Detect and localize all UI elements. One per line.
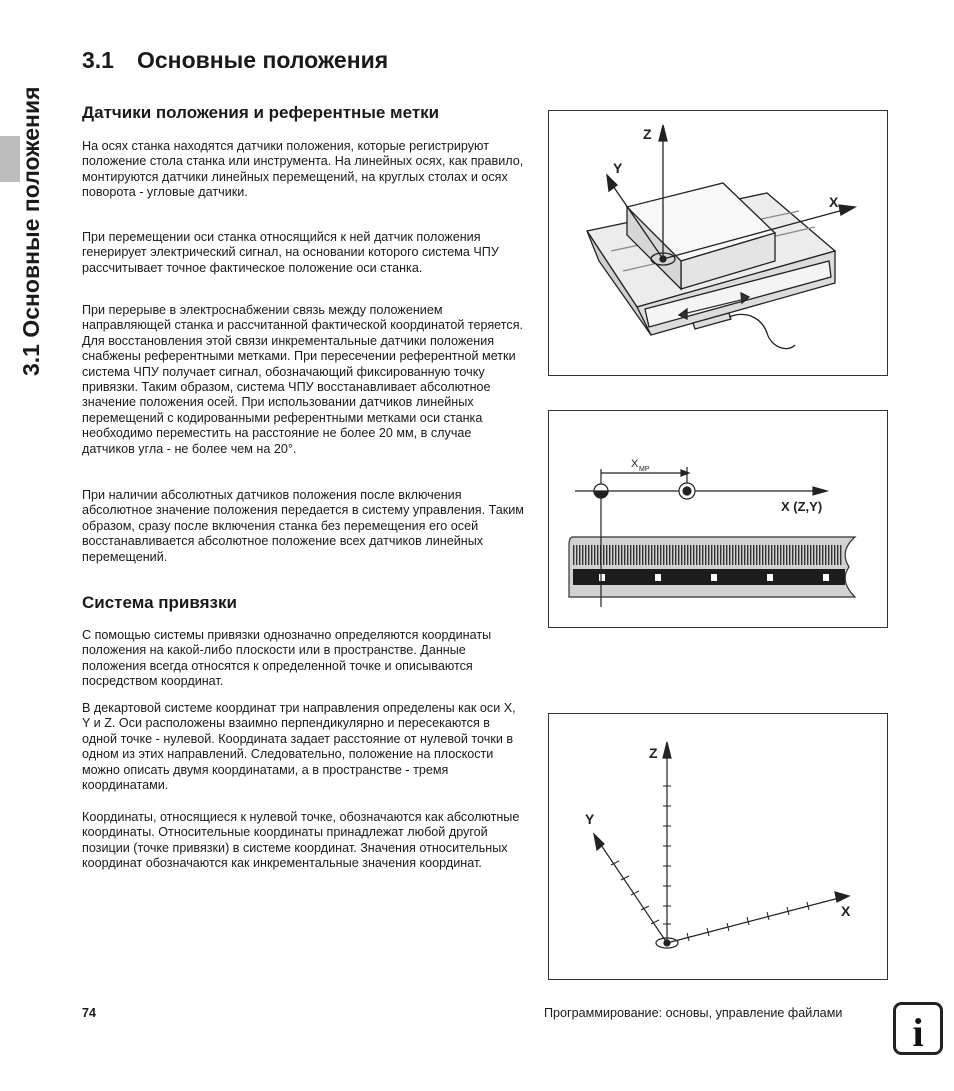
axis-label-x: X <box>829 194 839 210</box>
paragraph: При перемещении оси станка относящийся к ней датчик положения генерирует электрический сигнал, на основании которого система ЧПУ рассчитывает точное фактическое положение оси станка. <box>82 230 499 275</box>
footer-text: Программирование: основы, управление файлами <box>544 1006 843 1020</box>
label-xmp-subscript: MP <box>639 466 650 473</box>
axis-label-x: X <box>841 903 851 919</box>
info-icon <box>893 1002 943 1055</box>
info-glyph: i <box>912 1010 924 1055</box>
axis-label-z: Z <box>649 745 658 761</box>
page-number: 74 <box>82 1006 96 1020</box>
figure-machine-table <box>548 110 888 376</box>
paragraph: При перерыве в электроснабжении связь между положением направляющей станка и рассчитанной фактической координатой теряется. Для восстановления этой связи инкрементальные датчики положения снабжены референтными метками. При пересечении референтной метки система ЧПУ получает сигнал, обозначающий фиксированную точку привязки. Таким образом, система ЧПУ восстанавливает абсолютное значение положения осей. При использовании датчиков линейных перемещений с кодированными референтными метками оси станка необходимо переместить на расстояние не более 20 мм, в случае датчиков угла - не более чем на 20°. <box>82 303 524 456</box>
paragraph: С помощью системы привязки однозначно определяются координаты положения на какой-либо плоскости или в пространстве. Данные положения всегда относятся к определенной точке и описываются посредством координат. <box>82 628 492 689</box>
paragraph: В декартовой системе координат три направления определены как оси X, Y и Z. Оси расположены взаимно перпендикулярно и пересекаются в одной точке - нулевой. Координата задает расстояние от нулевой точки в одном из этих направлений. Следовательно, положение на плоскости можно описать двумя координатами, а в пространстве - тремя координатами. <box>82 701 516 793</box>
section-heading-reference-system: Система привязки <box>82 593 237 612</box>
title-text: Основные положения <box>137 47 389 73</box>
section-heading-sensors: Датчики положения и референтные метки <box>82 103 440 122</box>
side-chapter-title: 3.1 Основные положения <box>18 86 44 376</box>
axis-label-xzy: X (Z,Y) <box>781 499 823 514</box>
label-xmp: X <box>631 458 639 470</box>
axis-label-y: Y <box>585 811 595 827</box>
paragraph: На осях станка находятся датчики положения, которые регистрируют положение стола станка или инструмента. На линейных осях, как правило, монтируются датчики линейных перемещений, на круглых столах и осях поворота - угловые датчики. <box>82 139 524 200</box>
title-number: 3.1 <box>82 47 114 73</box>
figure-reference-marks <box>548 410 888 628</box>
axis-label-z: Z <box>643 126 652 142</box>
side-tab-marker <box>0 136 20 182</box>
paragraph: Координаты, относящиеся к нулевой точке, обозначаются как абсолютные координаты. Относительные координаты принадлежат любой другой позиции (точке привязки) в системе координат. Значения относительных координат обозначаются как инкрементальные значения координат. <box>82 810 520 871</box>
page-title <box>82 47 388 74</box>
axis-label-y: Y <box>613 160 623 176</box>
figure-coordinate-system <box>548 713 888 980</box>
paragraph: При наличии абсолютных датчиков положения после включения абсолютное значение положения передается в систему управления. Таким образом, сразу после включения станка без перемещения его осей восстанавливается абсолютное положение всех датчиков линейных перемещений. <box>82 488 524 564</box>
